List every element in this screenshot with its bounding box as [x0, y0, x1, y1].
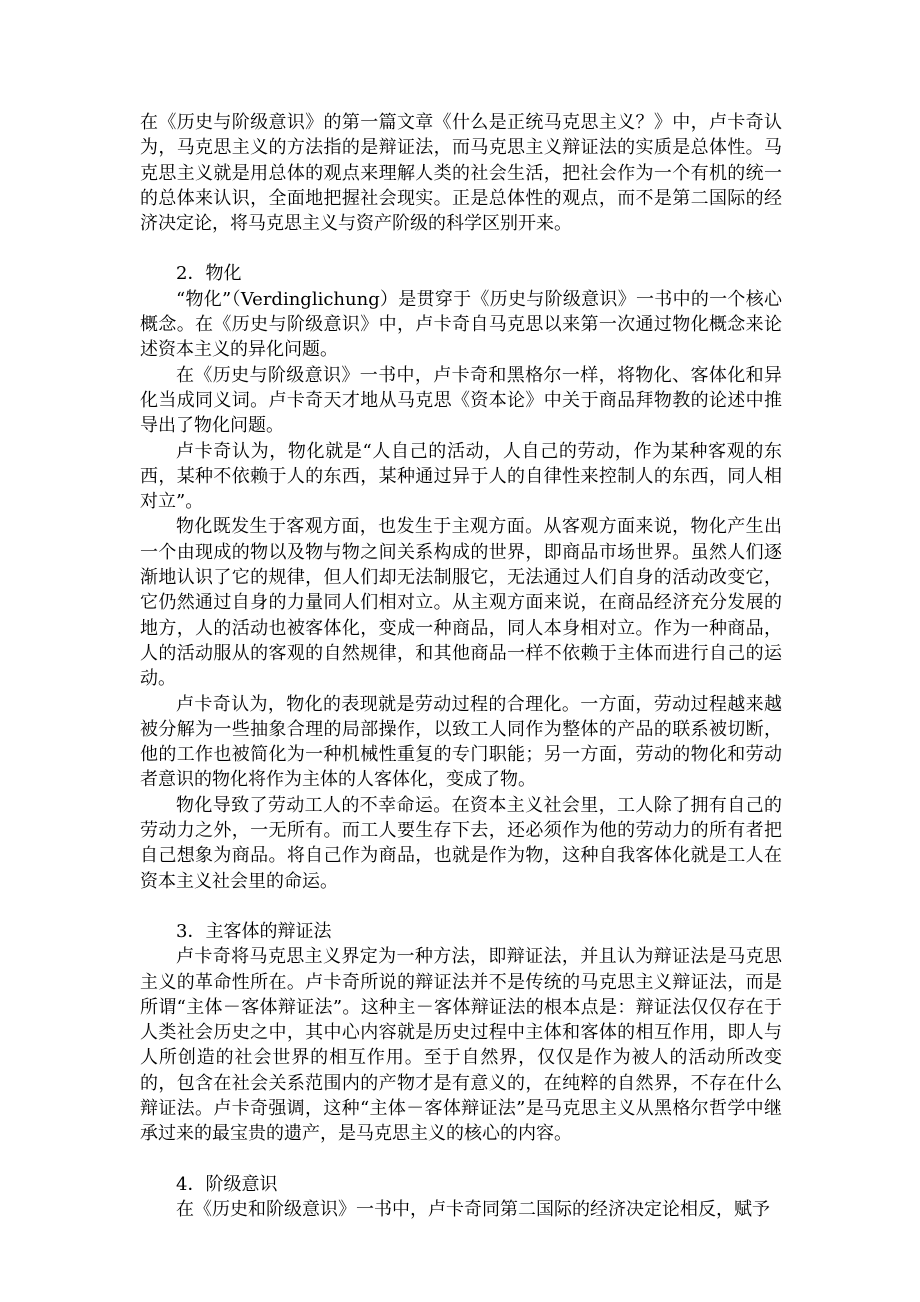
intro-paragraph: 在《历史与阶级意识》的第一篇文章《什么是正统马克思主义？》中，卢卡奇认为，马克思主义的方法指的是辩证法，而马克思主义辩证法的实质是总体性。马克思主义就是用总体的观点来理解人类的社会生活，把社会作为一个有机的统一的总体来认识，全面地把握社会现实。正是总体性的观点，而不是第二国际的经济决定论，将马克思主义与资产阶级的科学区别开来。	[140, 112, 782, 235]
section-4-heading: 4．阶级意识	[176, 1173, 278, 1195]
section-3-paragraph-1: 卢卡奇将马克思主义界定为一种方法，即辩证法，并且认为辩证法是马克思主义的革命性所在。卢卡奇所说的辩证法并不是传统的马克思主义辩证法，而是所谓“主体－客体辩证法”。这种主－客体辩证法的根本点是：辩证法仅仅存在于人类社会历史之中，其中心内容就是历史过程中主体和客体的相互作用，即人与人所创造的社会世界的相互作用。至于自然界，仅仅是作为被人的活动所改变的，包含在社会关系范围内的产物才是有意义的，在纯粹的自然界，不存在什么辩证法。卢卡奇强调，这种“主体－客体辩证法”是马克思主义从黑格尔哲学中继承过来的最宝贵的遗产，是马克思主义的核心的内容。	[140, 946, 782, 1145]
section-3-heading: 3．主客体的辩证法	[176, 920, 332, 942]
section-gap	[140, 1147, 782, 1172]
section-gap	[140, 894, 782, 919]
document-page	[140, 110, 782, 1222]
section-2-paragraph-3: 卢卡奇认为，物化就是“人自己的活动，人自己的劳动，作为某种客观的东西，某种不依赖于人的东西，某种通过异于人的自律性来控制人的东西，同人相对立”。	[140, 440, 782, 513]
section-2-heading: 2．物化	[176, 263, 242, 285]
section-gap	[140, 236, 782, 261]
section-2-paragraph-6: 物化导致了劳动工人的不幸命运。在资本主义社会里，工人除了拥有自己的劳动力之外，一无所有。而工人要生存下去，还必须作为他的劳动力的所有者把自己想象为商品。将自己作为商品，也就是作为物，这种自我客体化就是工人在资本主义社会里的命运。	[140, 794, 782, 892]
section-2-paragraph-5: 卢卡奇认为，物化的表现就是劳动过程的合理化。一方面，劳动过程越来越被分解为一些抽象合理的局部操作，以致工人同作为整体的产品的联系被切断，他的工作也被简化为一种机械性重复的专门职能；另一方面，劳动的物化和劳动者意识的物化将作为主体的人客体化，变成了物。	[140, 693, 782, 791]
section-2-paragraph-1: “物化”（Verdinglichung）是贯穿于《历史与阶级意识》一书中的一个核心概念。在《历史与阶级意识》中，卢卡奇自马克思以来第一次通过物化概念来论述资本主义的异化问题。	[140, 288, 782, 361]
section-2-paragraph-4: 物化既发生于客观方面，也发生于主观方面。从客观方面来说，物化产生出一个由现成的物以及物与物之间关系构成的世界，即商品市场世界。虽然人们逐渐地认识了它的规律，但人们却无法制服它，无法通过人们自身的活动改变它，它仍然通过自身的力量同人们相对立。从主观方面来说，在商品经济充分发展的地方，人的活动也被客体化，变成一种商品，同人本身相对立。作为一种商品，人的活动服从的客观的自然规律，和其他商品一样不依赖于主体而进行自己的运动。	[140, 516, 782, 690]
section-2-paragraph-2: 在《历史与阶级意识》一书中，卢卡奇和黑格尔一样，将物化、客体化和异化当成同义词。卢卡奇天才地从马克思《资本论》中关于商品拜物教的论述中推导出了物化问题。	[140, 364, 782, 437]
section-4-paragraph-1: 在《历史和阶级意识》一书中，卢卡奇同第二国际的经济决定论相反，赋予	[176, 1198, 770, 1220]
